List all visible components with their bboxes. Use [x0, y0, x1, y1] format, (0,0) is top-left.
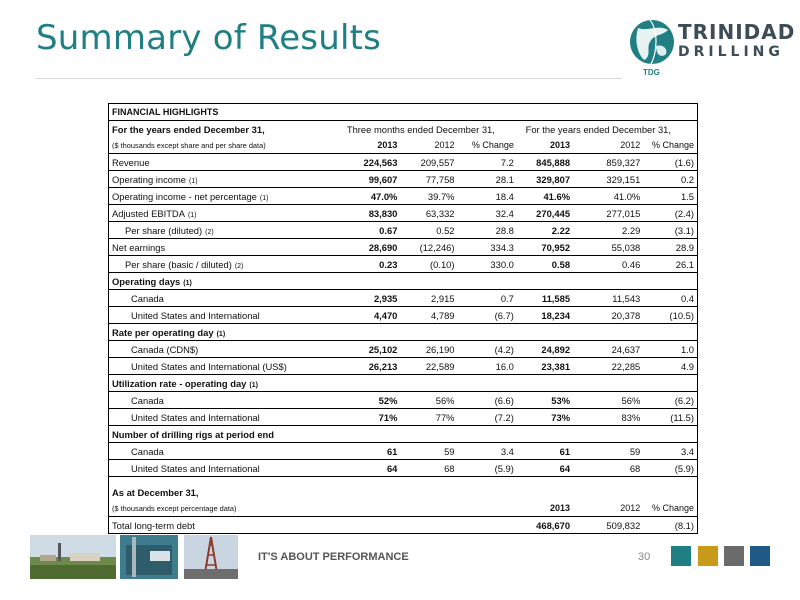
table-cell: 68 — [573, 460, 643, 477]
row-label-text: Canada (CDN$) — [131, 343, 199, 355]
table-row — [109, 358, 698, 375]
col-header: 2012 — [573, 500, 643, 517]
row-footnote-ref: (1) — [189, 177, 198, 185]
row-footnote-ref: (2) — [234, 262, 244, 270]
table-cell: 0.23 — [343, 256, 400, 273]
table-cell: 64 — [517, 460, 573, 477]
table-cell: 4,789 — [400, 307, 457, 324]
table-body — [109, 104, 698, 154]
row-label-text: United States and International — [131, 411, 260, 423]
table-cell: 859,327 — [573, 154, 643, 171]
row-footnote-ref: (2) — [205, 228, 214, 236]
table-cell: 63,332 — [400, 205, 457, 222]
table-cell: 3.4 — [458, 443, 517, 460]
globe-icon — [628, 16, 676, 74]
table-cell: 18.4 — [458, 188, 517, 205]
col-header: 2012 — [573, 137, 643, 154]
table-cell: 224,563 — [343, 154, 400, 171]
table-cell: 329,807 — [517, 171, 573, 188]
row-label-text: Net earnings — [112, 241, 166, 253]
row-label — [109, 443, 344, 460]
table-cell: 1.5 — [643, 188, 697, 205]
debt-row — [109, 517, 698, 534]
col-header: 2013 — [343, 137, 400, 154]
table-cell: 16.0 — [458, 358, 517, 375]
footer-photo-rig-landscape — [30, 535, 116, 579]
table-cell: 47.0% — [343, 188, 400, 205]
row-label — [109, 290, 344, 307]
debt-label: Total long-term debt — [112, 519, 195, 531]
table-row — [109, 171, 698, 188]
table-cell: 0.4 — [643, 290, 697, 307]
table-cell: 3.4 — [643, 443, 697, 460]
table-row — [109, 426, 698, 443]
table-cell: 0.2 — [643, 171, 697, 188]
group-three-months: Three months ended December 31, — [346, 123, 495, 135]
table-row — [109, 324, 698, 341]
table-cell: 28.9 — [643, 239, 697, 256]
table-cell: 0.67 — [343, 222, 400, 239]
as-at-row — [109, 484, 698, 500]
footer-tagline: IT'S ABOUT PERFORMANCE — [258, 551, 409, 563]
table-cell: (6.7) — [458, 307, 517, 324]
row-label — [109, 205, 344, 222]
row-label-text: Canada — [131, 445, 164, 457]
col-header: 2013 — [517, 137, 573, 154]
table-cell: (5.9) — [643, 460, 697, 477]
row-footnote-ref: (1) — [183, 279, 192, 287]
table-cell: (7.2) — [458, 409, 517, 426]
table-cell: 24,892 — [517, 341, 573, 358]
row-label-text: Operating income — [112, 173, 186, 185]
table-row — [109, 256, 698, 273]
table-cell: 26,190 — [400, 341, 457, 358]
table-cell: 77% — [400, 409, 457, 426]
table-cell: 70,952 — [517, 239, 573, 256]
logo-tdg: TDG — [643, 68, 660, 77]
table-cell: 1.0 — [643, 341, 697, 358]
row-label — [109, 256, 344, 273]
footer-photo-derrick — [184, 535, 238, 579]
table-cell: (5.9) — [458, 460, 517, 477]
table-cell: 2.29 — [573, 222, 643, 239]
table-cell: 61 — [517, 443, 573, 460]
table-cell: (4.2) — [458, 341, 517, 358]
table-cell: 56% — [573, 392, 643, 409]
table-cell: 59 — [573, 443, 643, 460]
table-cell: 20,378 — [573, 307, 643, 324]
row-label-text: United States and International — [131, 309, 260, 321]
table-cell: 39.7% — [400, 188, 457, 205]
table-cell: (11.5) — [643, 409, 697, 426]
row-label-text: Utilization rate - operating day — [112, 377, 247, 389]
table-cell: (0.10) — [400, 256, 457, 273]
table-cell: (6.2) — [643, 392, 697, 409]
table-cell: 56% — [400, 392, 457, 409]
row-label-text: Operating days — [112, 275, 181, 287]
table-cell: 26,213 — [343, 358, 400, 375]
row-label — [109, 273, 344, 290]
table-row — [109, 154, 698, 171]
table-cell: 53% — [517, 392, 573, 409]
units-note: ($ thousands except share and per share data) — [109, 137, 344, 154]
table-cell: (10.5) — [643, 307, 697, 324]
row-label — [109, 307, 344, 324]
table-cell: (12,246) — [400, 239, 457, 256]
table-cell: 25,102 — [343, 341, 400, 358]
column-header-row — [109, 137, 698, 154]
table-cell: 18,234 — [517, 307, 573, 324]
row-label-text: Per share (diluted) — [125, 224, 203, 236]
period-header-row — [109, 121, 698, 138]
table-cell: 0.52 — [400, 222, 457, 239]
logo-word-trinidad: TRINIDAD — [678, 20, 796, 44]
table-cell: 0.7 — [458, 290, 517, 307]
row-label-text: Number of drilling rigs at period end — [112, 428, 274, 440]
row-label-text: Operating income - net percentage — [112, 190, 257, 202]
table-cell: 28,690 — [343, 239, 400, 256]
page-number: 30 — [638, 551, 651, 563]
col-header: % Change — [458, 137, 517, 154]
table-cell: 22,285 — [573, 358, 643, 375]
table-cell: 209,557 — [400, 154, 457, 171]
table-cell: 41.0% — [573, 188, 643, 205]
row-label — [109, 375, 344, 392]
row-label-text: Rate per operating day — [112, 326, 214, 338]
col-header: 2013 — [517, 500, 573, 517]
row-label — [109, 358, 344, 375]
table-cell: 845,888 — [517, 154, 573, 171]
col-header: % Change — [643, 500, 697, 517]
col-header: % Change — [643, 137, 697, 154]
table-row — [109, 205, 698, 222]
row-label — [109, 154, 344, 171]
table-cell: (1.6) — [643, 154, 697, 171]
table-row — [109, 460, 698, 477]
row-label — [109, 222, 344, 239]
table-cell: 329,151 — [573, 171, 643, 188]
col-header: 2012 — [400, 137, 457, 154]
row-label-text: United States and International (US$) — [131, 360, 287, 372]
title-divider — [36, 78, 622, 79]
footer-photo-rig-closeup — [120, 535, 178, 579]
table-cell: 0.46 — [573, 256, 643, 273]
table-cell: 59 — [400, 443, 457, 460]
table-cell: 4.9 — [643, 358, 697, 375]
table-row — [109, 188, 698, 205]
table-cell: 55,038 — [573, 239, 643, 256]
table-cell: 4,470 — [343, 307, 400, 324]
table-row — [109, 239, 698, 256]
table-cell: 77,758 — [400, 171, 457, 188]
table-cell: 330.0 — [458, 256, 517, 273]
table-row — [109, 392, 698, 409]
table-cell: 22,589 — [400, 358, 457, 375]
row-label — [109, 392, 344, 409]
data-rows — [109, 154, 698, 477]
table-row — [109, 290, 698, 307]
table-cell: 26.1 — [643, 256, 697, 273]
row-footnote-ref: (1) — [187, 211, 197, 219]
row-label — [109, 324, 344, 341]
row-label-text: Per share (basic / diluted) — [125, 258, 232, 270]
table-title-row — [109, 104, 698, 121]
row-label-text: Canada — [131, 394, 164, 406]
row-label-text: United States and International — [131, 462, 260, 474]
as-at-label: As at December 31, — [112, 486, 199, 498]
as-at-header-row — [109, 500, 698, 517]
row-footnote-ref: (1) — [216, 330, 226, 338]
row-label — [109, 426, 344, 443]
as-at-section — [109, 477, 698, 534]
table-row — [109, 341, 698, 358]
table-cell: 2.22 — [517, 222, 573, 239]
row-label-text: Adjusted EBITDA — [112, 207, 185, 219]
table-cell: 41.6% — [517, 188, 573, 205]
table-cell: (6.6) — [458, 392, 517, 409]
table-cell: 334.3 — [458, 239, 517, 256]
table-cell: 11,585 — [517, 290, 573, 307]
row-footnote-ref: (1) — [259, 194, 269, 202]
row-label — [109, 409, 344, 426]
table-cell: 24,637 — [573, 341, 643, 358]
table-cell: 83,830 — [343, 205, 400, 222]
row-footnote-ref: (1) — [249, 381, 258, 389]
table-cell: 83% — [573, 409, 643, 426]
table-row — [109, 307, 698, 324]
row-label-text: Canada — [131, 292, 164, 304]
spacer-row — [109, 477, 698, 485]
row-label — [109, 171, 344, 188]
row-label — [109, 341, 344, 358]
table-row — [109, 443, 698, 460]
table-cell: 23,381 — [517, 358, 573, 375]
table-cell: 99,607 — [343, 171, 400, 188]
table-row — [109, 375, 698, 392]
table-cell: 32.4 — [458, 205, 517, 222]
footer-square-teal — [671, 546, 691, 566]
table-cell: 64 — [343, 460, 400, 477]
footer-square-gray — [724, 546, 744, 566]
table-cell: 2,915 — [400, 290, 457, 307]
debt-value: 468,670 — [536, 519, 571, 531]
table-title: FINANCIAL HIGHLIGHTS — [109, 104, 698, 121]
financial-highlights-table — [108, 103, 698, 534]
table-cell: 28.8 — [458, 222, 517, 239]
table-cell: (3.1) — [643, 222, 697, 239]
table-row — [109, 273, 698, 290]
debt-value: 509,832 — [606, 519, 641, 531]
table-cell: 28.1 — [458, 171, 517, 188]
row-label — [109, 239, 344, 256]
as-at-note: ($ thousands except percentage data) — [109, 500, 344, 517]
table-row — [109, 222, 698, 239]
company-logo — [628, 14, 796, 86]
table-cell: 0.58 — [517, 256, 573, 273]
table-cell: 61 — [343, 443, 400, 460]
table-cell: 2,935 — [343, 290, 400, 307]
logo-word-drilling: DRILLING — [678, 44, 784, 60]
table-cell: 73% — [517, 409, 573, 426]
footer-square-gold — [698, 546, 718, 566]
debt-value: (8.1) — [674, 519, 694, 531]
group-years: For the years ended December 31, — [525, 123, 671, 135]
footer-square-blue — [750, 546, 770, 566]
table-cell: 7.2 — [458, 154, 517, 171]
row-label — [109, 188, 344, 205]
row-label — [109, 460, 344, 477]
table-cell: 277,015 — [573, 205, 643, 222]
table-cell: (2.4) — [643, 205, 697, 222]
table-cell: 270,445 — [517, 205, 573, 222]
page-title: Summary of Results — [36, 18, 382, 58]
table-cell: 52% — [343, 392, 400, 409]
row-label-text: Revenue — [112, 156, 150, 168]
table-row — [109, 409, 698, 426]
period-label: For the years ended December 31, — [112, 123, 265, 135]
table-cell: 11,543 — [573, 290, 643, 307]
table-cell: 68 — [400, 460, 457, 477]
table-cell: 71% — [343, 409, 400, 426]
